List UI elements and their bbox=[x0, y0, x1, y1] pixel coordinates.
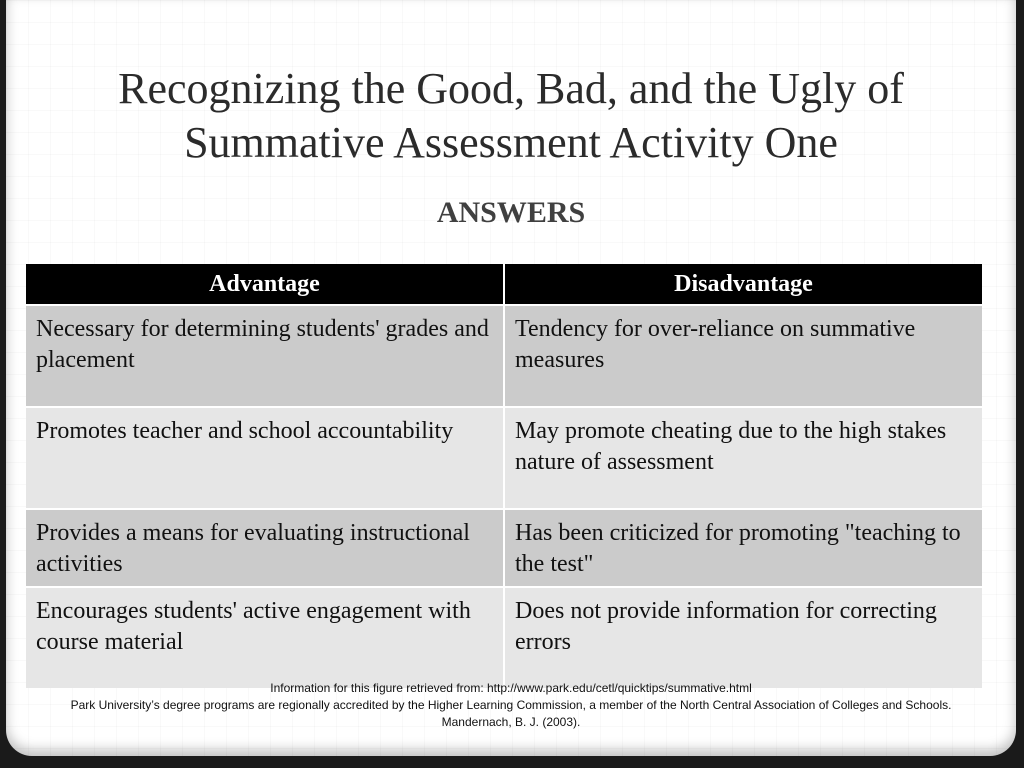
advantage-cell: Encourages students' active engagement with course material bbox=[26, 587, 504, 688]
table-row bbox=[26, 407, 982, 509]
disadvantage-cell: May promote cheating due to the high stakes nature of assessment bbox=[504, 407, 982, 509]
disadvantage-cell: Tendency for over-reliance on summative measures bbox=[504, 305, 982, 407]
accreditation-note: Park University’s degree programs are regionally accredited by the Higher Learning Commission, a member of the North Central Association of Colleges and Schools. bbox=[70, 698, 952, 712]
advantage-cell: Promotes teacher and school accountability bbox=[26, 407, 504, 509]
advantage-cell: Necessary for determining students' grades and placement bbox=[26, 305, 504, 407]
slide bbox=[6, 0, 1016, 756]
advantage-cell: Provides a means for evaluating instructional activities bbox=[26, 509, 504, 587]
answers-table bbox=[26, 264, 982, 688]
header-disadvantage: Disadvantage bbox=[504, 264, 982, 305]
table-header-row bbox=[26, 264, 982, 305]
reference-citation: Mandernach, B. J. (2003). bbox=[441, 715, 581, 729]
disadvantage-cell: Has been criticized for promoting "teaching to the test" bbox=[504, 509, 982, 587]
table-row bbox=[26, 509, 982, 587]
slide-subtitle: ANSWERS bbox=[436, 196, 586, 229]
source-citation: Information for this figure retrieved from: http://www.park.edu/cetl/quicktips/summative.html bbox=[270, 681, 752, 695]
table-row bbox=[26, 587, 982, 688]
slide-title: Recognizing the Good, Bad, and the Ugly of Summative Assessment Activity One bbox=[118, 64, 904, 167]
header-advantage: Advantage bbox=[26, 264, 504, 305]
disadvantage-cell: Does not provide information for correcting errors bbox=[504, 587, 982, 688]
table-row bbox=[26, 305, 982, 407]
